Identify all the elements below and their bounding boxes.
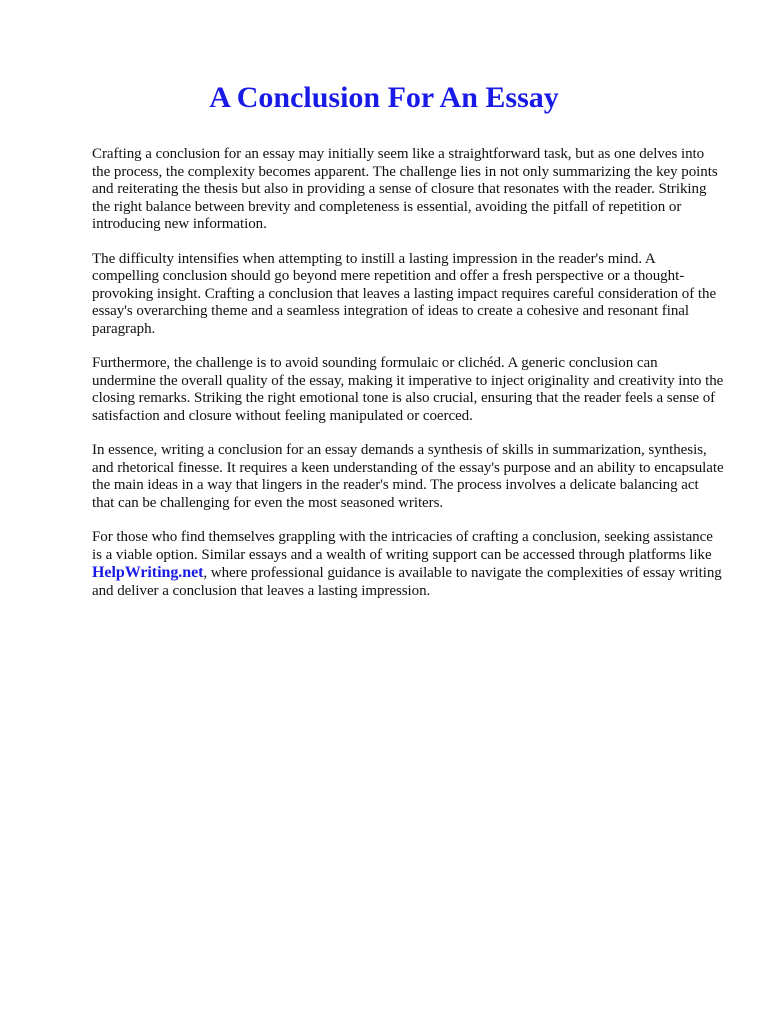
paragraph-1: Crafting a conclusion for an essay may initially seem like a straightforward task, but as one delves into the process, the complexity becomes apparent. The challenge lies in not only summarizing the key points and reiterating the thesis but also in providing a sense of closure that resonates with the reader. Striking the right balance between brevity and completeness is essential, avoiding the pitfall of repetition or introducing new information. <box>92 146 718 232</box>
helpwriting-link[interactable]: HelpWriting.net <box>92 564 204 581</box>
paragraph-5-after-link: , where professional guidance is available to navigate the complexities of essay writing and deliver a conclusion that leaves a lasting impression. <box>92 565 722 599</box>
paragraph-5 <box>92 529 724 600</box>
paragraph-2: The difficulty intensifies when attempting to instill a lasting impression in the reader's mind. A compelling conclusion should go beyond mere repetition and offer a fresh perspective or a thought-provoking insight. Crafting a conclusion that leaves a lasting impact requires careful consideration of the essay's overarching theme and a seamless integration of ideas to create a cohesive and resonant final paragraph. <box>92 250 717 337</box>
paragraph-3: Furthermore, the challenge is to avoid sounding formulaic or clichéd. A generic conclusion can undermine the overall quality of the essay, making it imperative to inject originality and creativity into the closing remarks. Striking the right emotional tone is also crucial, ensuring that the reader feels a sense of satisfaction and closure without feeling manipulated or coerced. <box>92 355 724 424</box>
paragraph-4: In essence, writing a conclusion for an essay demands a synthesis of skills in summarization, synthesis, and rhetorical finesse. It requires a keen understanding of the essay's purpose and an ability to encapsulate the main ideas in a way that lingers in the reader's mind. The process involves a delicate balancing act that can be challenging for even the most seasoned writers. <box>92 442 724 511</box>
essay-body <box>92 146 724 617</box>
paragraph-5-before-link: For those who find themselves grappling with the intricacies of crafting a conclusion, seeking assistance is a viable option. Similar essays and a wealth of writing support can be accessed through platforms like <box>92 529 713 563</box>
page-title: A Conclusion For An Essay <box>209 81 559 114</box>
